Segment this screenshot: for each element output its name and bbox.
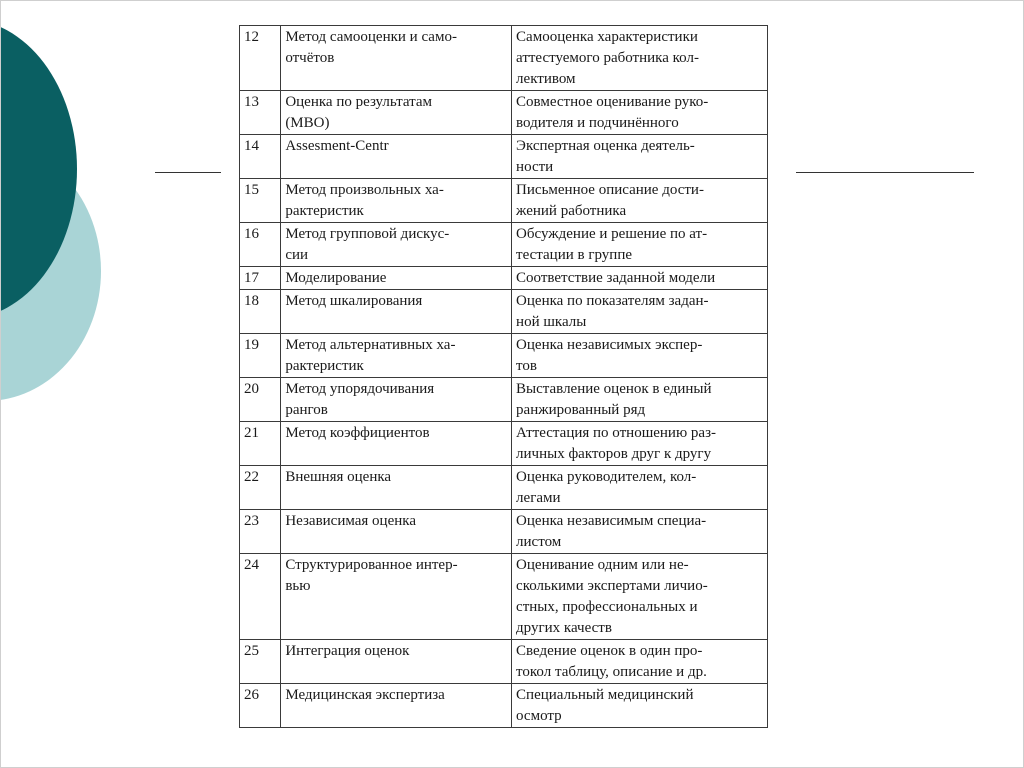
row-number: 24 — [240, 554, 281, 640]
row-number: 21 — [240, 422, 281, 466]
method-description: Письменное описание дости- жений работника — [512, 179, 768, 223]
row-number: 19 — [240, 334, 281, 378]
method-description: Оценка независимым специа- листом — [512, 510, 768, 554]
method-description: Оценка независимых экспер- тов — [512, 334, 768, 378]
table-row — [240, 684, 768, 728]
method-name: Метод самооценки и само- отчётов — [281, 26, 512, 91]
table-row — [240, 267, 768, 290]
row-number: 17 — [240, 267, 281, 290]
method-description: Соответствие заданной модели — [512, 267, 768, 290]
method-description: Обсуждение и решение по ат- тестации в группе — [512, 223, 768, 267]
method-description: Оценивание одним или не- сколькими экспертами личио- стных, профессиональных и других качеств — [512, 554, 768, 640]
decorative-rule-left — [155, 172, 221, 173]
table-row — [240, 334, 768, 378]
table-row — [240, 290, 768, 334]
method-name: Оценка по результатам (МВО) — [281, 91, 512, 135]
row-number: 12 — [240, 26, 281, 91]
method-name: Метод групповой дискус- сии — [281, 223, 512, 267]
method-name: Метод коэффициентов — [281, 422, 512, 466]
method-name: Интеграция оценок — [281, 640, 512, 684]
method-name: Моделирование — [281, 267, 512, 290]
method-name: Метод произвольных ха- рактеристик — [281, 179, 512, 223]
methods-table-body — [240, 26, 768, 728]
method-name: Независимая оценка — [281, 510, 512, 554]
row-number: 26 — [240, 684, 281, 728]
row-number: 18 — [240, 290, 281, 334]
method-description: Аттестация по отношению раз- личных факторов друг к другу — [512, 422, 768, 466]
method-name: Метод альтернативных ха- рактеристик — [281, 334, 512, 378]
method-description: Оценка по показателям задан- ной шкалы — [512, 290, 768, 334]
row-number: 13 — [240, 91, 281, 135]
method-description: Самооценка характеристики аттестуемого работника кол- лективом — [512, 26, 768, 91]
method-description: Сведение оценок в один про- токол таблицу, описание и др. — [512, 640, 768, 684]
method-name: Внешняя оценка — [281, 466, 512, 510]
table-row — [240, 26, 768, 91]
table-row — [240, 466, 768, 510]
method-description: Выставление оценок в единый ранжированный ряд — [512, 378, 768, 422]
method-name: Метод упорядочивания рангов — [281, 378, 512, 422]
method-name: Метод шкалирования — [281, 290, 512, 334]
table-row — [240, 179, 768, 223]
row-number: 20 — [240, 378, 281, 422]
row-number: 25 — [240, 640, 281, 684]
method-name: Структурированное интер- вью — [281, 554, 512, 640]
table-row — [240, 378, 768, 422]
table-row — [240, 510, 768, 554]
method-name: Assesment-Centr — [281, 135, 512, 179]
table-row — [240, 91, 768, 135]
methods-table — [239, 25, 768, 728]
table-row — [240, 223, 768, 267]
table-row — [240, 640, 768, 684]
method-description: Экспертная оценка деятель- ности — [512, 135, 768, 179]
row-number: 14 — [240, 135, 281, 179]
table-row — [240, 135, 768, 179]
row-number: 15 — [240, 179, 281, 223]
method-description: Совместное оценивание руко- водителя и подчинённого — [512, 91, 768, 135]
method-description: Специальный медицинский осмотр — [512, 684, 768, 728]
table-row — [240, 554, 768, 640]
decorative-rule-right — [796, 172, 974, 173]
table-row — [240, 422, 768, 466]
method-description: Оценка руководителем, кол- легами — [512, 466, 768, 510]
row-number: 22 — [240, 466, 281, 510]
method-name: Медицинская экспертиза — [281, 684, 512, 728]
row-number: 16 — [240, 223, 281, 267]
row-number: 23 — [240, 510, 281, 554]
